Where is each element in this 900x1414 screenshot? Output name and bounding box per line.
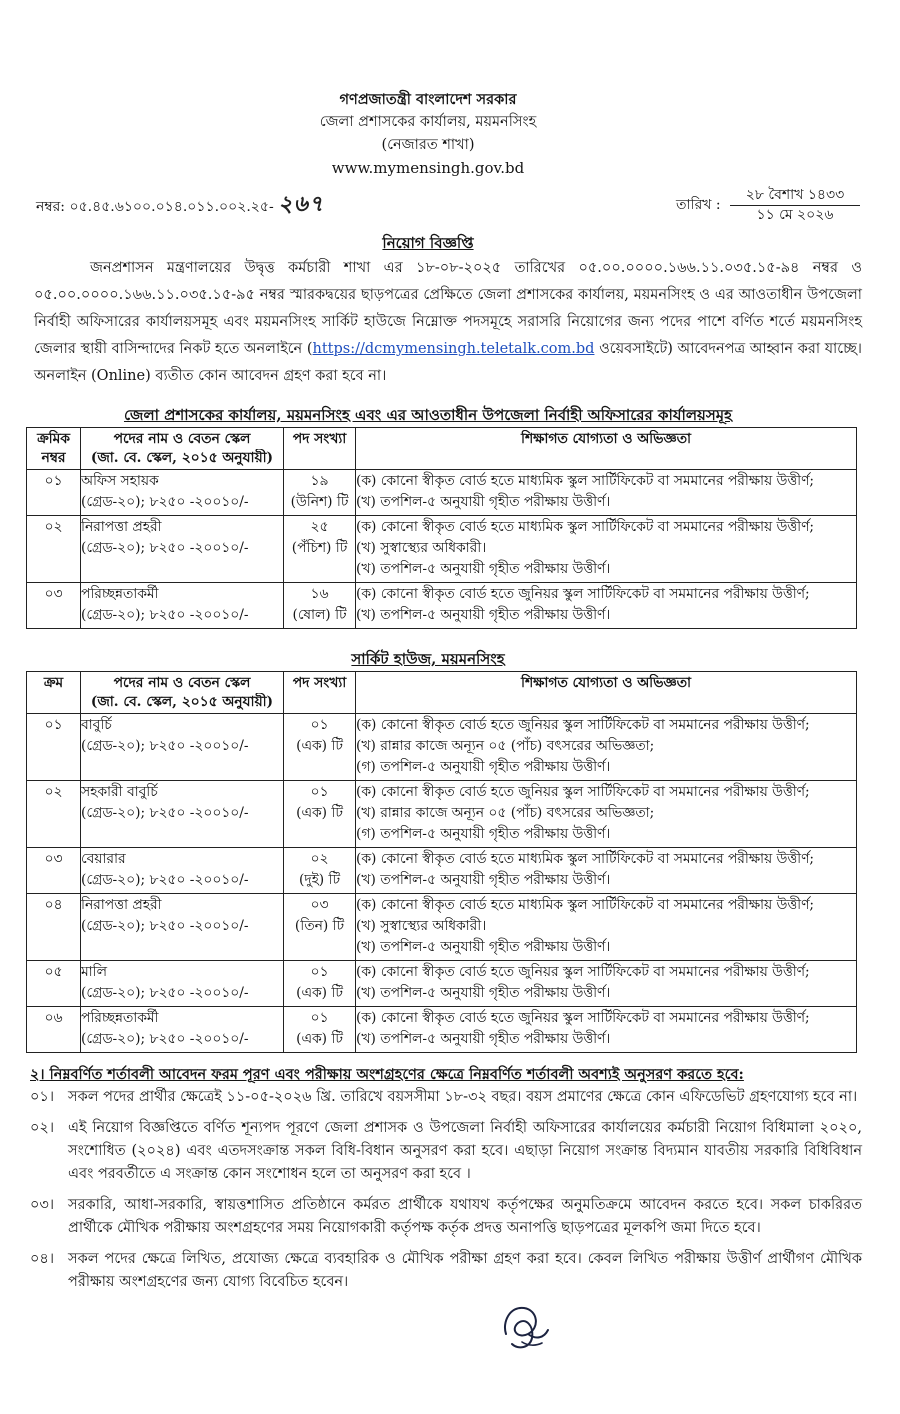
conditions-heading-row	[30, 1064, 862, 1086]
serial-cell	[27, 714, 81, 781]
pay-scale: (গ্রেড-২০); ৮২৫০ -২০০১০/-	[81, 1031, 249, 1047]
post-count-cell	[284, 961, 356, 1007]
condition-number: ০৩।	[30, 1197, 55, 1213]
post-count-cell	[284, 894, 356, 961]
post-cell	[81, 583, 284, 629]
conditions-list	[30, 1086, 862, 1294]
condition-text: সকল পদের ক্ষেত্রে লিখিত, প্রযোজ্য ক্ষেত্রে ব্যবহারিক ও মৌখিক পরীক্ষা গ্রহণ করা হবে। কেবল লিখিত পরীক্ষায় উত্তীর্ণ প্রার্থীগণ মৌখিক পরীক্ষায় অংশগ্রহণের জন্য যোগ্য বিবেচিত হবেন।	[68, 1251, 862, 1290]
conditions-heading: ২। নিম্নবর্ণিত শর্তাবলী আবেদন ফরম পূরণ এবং পরীক্ষায় অংশগ্রহণের ক্ষেত্রে নিম্নবর্ণিত শর্তাবলী অবশ্যই অনুসরণ করতে হবে:	[30, 1066, 744, 1083]
qualification-line: (ক) কোনো স্বীকৃত বোর্ড হতে জুনিয়র স্কুল সার্টিফিকেট বা সমমানের পরীক্ষায় উত্তীর্ণ;	[356, 586, 810, 602]
pay-scale: (গ্রেড-২০); ৮২৫০ -২০০১০/-	[81, 805, 249, 821]
date-label: তারিখ :	[676, 197, 721, 213]
post-name: মালি	[81, 964, 107, 980]
pay-scale: (গ্রেড-২০); ৮২৫০ -২০০১০/-	[81, 985, 249, 1001]
serial-cell	[27, 781, 81, 848]
post-name: সহকারী বাবুর্চি	[81, 784, 158, 800]
post-count-cell	[284, 714, 356, 781]
header-line: শিক্ষাগত যোগ্যতা ও অভিজ্ঞতা	[521, 675, 691, 691]
header-line: ক্রমিক	[37, 431, 70, 447]
qualification-cell	[356, 470, 857, 516]
qualification-line: (ক) কোনো স্বীকৃত বোর্ড হতে জুনিয়র স্কুল সার্টিফিকেট বা সমমানের পরীক্ষায় উত্তীর্ণ;	[356, 1010, 810, 1026]
qualification-cell	[356, 583, 857, 629]
post-cell	[81, 848, 284, 894]
qualification-line: (গ) তপশিল-৫ অনুযায়ী গৃহীত পরীক্ষায় উত্তীর্ণ।	[356, 759, 611, 775]
serial-header	[27, 428, 81, 470]
memo-number	[36, 184, 324, 227]
post-count-words: (তিন) টি	[294, 918, 345, 934]
intro-text: জনপ্রশাসন মন্ত্রণালয়ের উদ্বৃত্ত কর্মচারী শাখা এর ১৮-০৮-২০২৫ তারিখের ০৫.০০.০০০০.১৬৬.১১.০৩৫.১৫-৯৪ নম্বর ও ০৫.০০.০০০০.১৬৬.১১.০৩৫.১৫-৯৫ নম্বর স্মারকদ্বয়ের ছাড়পত্রের প্রেক্ষিতে জেলা প্রশাসকের কার্যালয়, ময়মনসিংহ ও এর আওতাধীন উপজেলা নির্বাহী অফিসারের কার্যালয়সমূহ এবং ময়মনসিংহ সার্কিট হাউজে নিম্নোক্ত পদসমূহে সরাসরি নিয়োগের জন্য পদের পাশে বর্ণিত শর্তে ময়মনসিংহ জেলার স্থায়ী বাসিন্দাদের নিকট হতে অনলাইনে (	[34, 260, 862, 357]
count-header	[284, 672, 356, 714]
serial-number: ০৪	[44, 897, 63, 913]
branch-name: (নেজারত শাখা)	[381, 137, 475, 153]
pay-scale: (গ্রেড-২০); ৮২৫০ -২০০১০/-	[81, 872, 249, 888]
table-row	[27, 961, 857, 1007]
table-row	[27, 516, 857, 583]
condition-item	[30, 1194, 862, 1240]
post-count-cell	[284, 470, 356, 516]
post-count: ২৫	[310, 519, 329, 535]
post-name: নিরাপত্তা প্রহরী	[81, 519, 162, 535]
table-header-row	[27, 428, 857, 470]
qualification-line: (খ) রান্নার কাজে অন্যূন ০৫ (পাঁচ) বৎসরের অভিজ্ঞতা;	[356, 738, 655, 754]
table-row	[27, 1007, 857, 1053]
circuit-house-posts-table	[26, 671, 857, 1053]
table-row	[27, 848, 857, 894]
pay-scale: (গ্রেড-২০); ৮২৫০ -২০০১০/-	[81, 918, 249, 934]
date-block	[730, 186, 860, 225]
post-cell	[81, 781, 284, 848]
post-count-words: (উনিশ) টি	[290, 494, 349, 510]
memo-date-row	[0, 184, 900, 224]
application-website-link[interactable]: https://dcmymensingh.teletalk.com.bd	[312, 341, 595, 357]
serial-number: ০৩	[44, 586, 63, 602]
condition-item	[30, 1248, 862, 1294]
table-row	[27, 470, 857, 516]
qualification-line: (ক) কোনো স্বীকৃত বোর্ড হতে মাধ্যমিক স্কুল সার্টিফিকেট বা সমমানের পরীক্ষায় উত্তীর্ণ;	[356, 473, 815, 489]
serial-cell	[27, 848, 81, 894]
serial-number: ০৫	[44, 964, 63, 980]
qualification-line: (খ) সুস্বাস্থ্যের অধিকারী।	[356, 540, 487, 556]
header-line: (জা. বে. স্কেল, ২০১৫ অনুযায়ী)	[90, 450, 274, 466]
district-office-table-caption	[0, 404, 856, 426]
post-cell	[81, 894, 284, 961]
post-cell	[81, 961, 284, 1007]
circuit-house-table-caption	[0, 648, 856, 670]
post-cell	[81, 470, 284, 516]
post-cell	[81, 714, 284, 781]
qualification-cell	[356, 781, 857, 848]
qualification-line: (খ) তপশিল-৫ অনুযায়ী গৃহীত পরীক্ষায় উত্তীর্ণ।	[356, 494, 611, 510]
qualification-line: (খ) তপশিল-৫ অনুযায়ী গৃহীত পরীক্ষায় উত্তীর্ণ।	[356, 561, 611, 577]
post-count: ০১	[310, 784, 329, 800]
post-count: ০৩	[310, 897, 329, 913]
office-website: www.mymensingh.gov.bd	[331, 159, 525, 177]
qualification-line: (ক) কোনো স্বীকৃত বোর্ড হতে মাধ্যমিক স্কুল সার্টিফিকেট বা সমমানের পরীক্ষায় উত্তীর্ণ;	[356, 851, 815, 867]
post-count-words: (এক) টি	[296, 738, 343, 754]
header-line: পদ সংখ্যা	[292, 675, 347, 691]
post-count-words: (এক) টি	[296, 1031, 343, 1047]
table-row	[27, 894, 857, 961]
bangla-date: ২৮ বৈশাখ ১৪৩৩	[730, 186, 860, 206]
post-name: বাবুর্চি	[81, 717, 112, 733]
qualification-line: (গ) তপশিল-৫ অনুযায়ী গৃহীত পরীক্ষায় উত্তীর্ণ।	[356, 826, 611, 842]
post-header	[81, 428, 284, 470]
condition-number: ০২।	[30, 1120, 55, 1136]
serial-number: ০২	[44, 519, 63, 535]
serial-header	[27, 672, 81, 714]
post-count-cell	[284, 1007, 356, 1053]
qualification-cell	[356, 961, 857, 1007]
serial-number: ০৬	[44, 1010, 63, 1026]
qualification-line: (খ) রান্নার কাজে অন্যূন ০৫ (পাঁচ) বৎসরের অভিজ্ঞতা;	[356, 805, 655, 821]
header-line: শিক্ষাগত যোগ্যতা ও অভিজ্ঞতা	[521, 431, 691, 447]
header-line: পদের নাম ও বেতন স্কেল	[113, 675, 251, 691]
pay-scale: (গ্রেড-২০); ৮২৫০ -২০০১০/-	[81, 607, 249, 623]
table-header-row	[27, 672, 857, 714]
district-office-posts-table	[26, 427, 857, 629]
qualification-line: (ক) কোনো স্বীকৃত বোর্ড হতে মাধ্যমিক স্কুল সার্টিফিকেট বা সমমানের পরীক্ষায় উত্তীর্ণ;	[356, 519, 815, 535]
qualification-header	[356, 672, 857, 714]
qualification-cell	[356, 894, 857, 961]
qualification-cell	[356, 848, 857, 894]
post-count-words: (দুই) টি	[298, 872, 341, 888]
post-count-cell	[284, 583, 356, 629]
condition-number: ০৪।	[30, 1251, 55, 1267]
post-header	[81, 672, 284, 714]
qualification-line: (খ) তপশিল-৫ অনুযায়ী গৃহীত পরীক্ষায় উত্তীর্ণ।	[356, 1031, 611, 1047]
post-count-words: (ষোল) টি	[292, 607, 347, 623]
caption-text: জেলা প্রশাসকের কার্যালয়, ময়মনসিংহ এবং এর আওতাধীন উপজেলা নির্বাহী অফিসারের কার্যালয়সমূহ	[123, 406, 733, 424]
pay-scale: (গ্রেড-২০); ৮২৫০ -২০০১০/-	[81, 494, 249, 510]
table-body	[27, 714, 857, 1053]
post-count-cell	[284, 848, 356, 894]
serial-cell	[27, 961, 81, 1007]
serial-cell	[27, 516, 81, 583]
table-row	[27, 781, 857, 848]
notice-title: নিয়োগ বিজ্ঞপ্তি	[382, 234, 474, 252]
post-count: ০১	[310, 1010, 329, 1026]
count-header	[284, 428, 356, 470]
table-row	[27, 714, 857, 781]
post-count-words: (এক) টি	[296, 805, 343, 821]
serial-number: ০১	[44, 717, 63, 733]
post-count: ০১	[310, 964, 329, 980]
post-count: ০২	[310, 851, 329, 867]
condition-number: ০১।	[30, 1089, 55, 1105]
caption-text: সার্কিট হাউজ, ময়মনসিংহ	[351, 650, 505, 668]
qualification-line: (খ) তপশিল-৫ অনুযায়ী গৃহীত পরীক্ষায় উত্তীর্ণ।	[356, 607, 611, 623]
memo-value: ০৫.৪৫.৬১০০.০১৪.০১১.০০২.২৫-	[69, 199, 274, 215]
condition-text: এই নিয়োগ বিজ্ঞপ্তিতে বর্ণিত শূন্যপদ পূরণে জেলা প্রশাসক ও উপজেলা নির্বাহী অফিসারের কার্যালয়ের কর্মচারী নিয়োগ বিধিমালা ২০২০, সংশোধিত (২০২৪) এবং এতদসংক্রান্ত সকল বিধি-বিধান অনুসরণ করা হবে। এছাড়া নিয়োগ সংক্রান্ত বিদ্যমান যাবতীয় সরকারি বিধিবিধান এবং পরবর্তীতে এ সংক্রান্ত কোন সংশোধন হলে তা অনুসরণ করা হবে ।	[68, 1120, 862, 1182]
header-line: ক্রম	[43, 675, 64, 691]
qualification-line: (খ) সুস্বাস্থ্যের অধিকারী।	[356, 918, 487, 934]
header-line: পদের নাম ও বেতন স্কেল	[113, 431, 251, 447]
qualification-cell	[356, 1007, 857, 1053]
post-count-cell	[284, 516, 356, 583]
qualification-header	[356, 428, 857, 470]
condition-text: সকল পদের প্রার্থীর ক্ষেত্রেই ১১-০৫-২০২৬ খ্রি. তারিখে বয়সসীমা ১৮-৩২ বছর। বয়স প্রমাণের ক্ষেত্রে কোন এফিডেভিট গ্রহণযোগ্য হবে না।	[68, 1089, 858, 1105]
office-name: জেলা প্রশাসকের কার্যালয়, ময়মনসিংহ	[319, 114, 537, 130]
qualification-cell	[356, 714, 857, 781]
post-count: ০১	[310, 717, 329, 733]
government-name: গণপ্রজাতন্ত্রী বাংলাদেশ সরকার	[339, 91, 517, 108]
condition-item	[30, 1117, 862, 1186]
qualification-line: (খ) তপশিল-৫ অনুযায়ী গৃহীত পরীক্ষায় উত্তীর্ণ।	[356, 985, 611, 1001]
serial-number: ০২	[44, 784, 63, 800]
post-count-words: (পঁচিশ) টি	[291, 540, 348, 556]
qualification-line: (ক) কোনো স্বীকৃত বোর্ড হতে জুনিয়র স্কুল সার্টিফিকেট বা সমমানের পরীক্ষায় উত্তীর্ণ;	[356, 717, 810, 733]
qualification-line: (খ) তপশিল-৫ অনুযায়ী গৃহীত পরীক্ষায় উত্তীর্ণ।	[356, 872, 611, 888]
post-cell	[81, 1007, 284, 1053]
intro-text-end: ওয়েবসাইটে) আবেদনপত্র আহ্বান করা যাচ্ছে। অনলাইন (Online) ব্যতীত কোন আবেদন গ্রহণ করা হবে না।	[34, 341, 862, 384]
post-count-words: (এক) টি	[296, 985, 343, 1001]
gregorian-date: ১১ মে ২০২৬	[756, 207, 834, 223]
post-name: পরিচ্ছন্নতাকর্মী	[81, 586, 159, 602]
post-name: বেয়ারার	[81, 851, 126, 867]
serial-number: ০১	[44, 473, 63, 489]
qualification-line: (ক) কোনো স্বীকৃত বোর্ড হতে মাধ্যমিক স্কুল সার্টিফিকেট বা সমমানের পরীক্ষায় উত্তীর্ণ;	[356, 897, 815, 913]
post-cell	[81, 516, 284, 583]
table-row	[27, 583, 857, 629]
signature	[492, 1296, 562, 1356]
notice-title-row	[0, 231, 856, 255]
pay-scale: (গ্রেড-২০); ৮২৫০ -২০০১০/-	[81, 738, 249, 754]
table-body	[27, 470, 857, 629]
post-count: ১৯	[310, 473, 329, 489]
pay-scale: (গ্রেড-২০); ৮২৫০ -২০০১০/-	[81, 540, 249, 556]
qualification-line: (ক) কোনো স্বীকৃত বোর্ড হতে জুনিয়র স্কুল সার্টিফিকেট বা সমমানের পরীক্ষায় উত্তীর্ণ;	[356, 964, 810, 980]
post-count: ১৬	[310, 586, 329, 602]
serial-number: ০৩	[44, 851, 63, 867]
serial-cell	[27, 583, 81, 629]
condition-item	[30, 1086, 862, 1109]
memo-label: নম্বর:	[36, 199, 66, 215]
post-name: পরিচ্ছন্নতাকর্মী	[81, 1010, 159, 1026]
serial-cell	[27, 894, 81, 961]
serial-cell	[27, 1007, 81, 1053]
qualification-line: (খ) তপশিল-৫ অনুযায়ী গৃহীত পরীক্ষায় উত্তীর্ণ।	[356, 939, 611, 955]
post-count-cell	[284, 781, 356, 848]
memo-handwritten-suffix: ২৬৭	[278, 191, 325, 217]
header-line: (জা. বে. স্কেল, ২০১৫ অনুযায়ী)	[90, 694, 274, 710]
header-line: নম্বর	[41, 450, 66, 466]
letterhead	[0, 88, 856, 180]
post-name: অফিস সহায়ক	[81, 473, 159, 489]
post-name: নিরাপত্তা প্রহরী	[81, 897, 162, 913]
header-line: পদ সংখ্যা	[292, 431, 347, 447]
qualification-cell	[356, 516, 857, 583]
serial-cell	[27, 470, 81, 516]
intro-paragraph	[34, 255, 862, 390]
qualification-line: (ক) কোনো স্বীকৃত বোর্ড হতে জুনিয়র স্কুল সার্টিফিকেট বা সমমানের পরীক্ষায় উত্তীর্ণ;	[356, 784, 810, 800]
condition-text: সরকারি, আধা-সরকারি, স্বায়ত্তশাসিত প্রতিষ্ঠানে কর্মরত প্রার্থীকে যথাযথ কর্তৃপক্ষের অনুমতিক্রমে আবেদন করতে হবে। সকল চাকরিরত প্রার্থীকে মৌখিক পরীক্ষায় অংশগ্রহণের সময় নিয়োগকারী কর্তৃপক্ষ কর্তৃক প্রদত্ত অনাপত্তি ছাড়পত্রের মূলকপি জমা দিতে হবে।	[68, 1197, 862, 1236]
